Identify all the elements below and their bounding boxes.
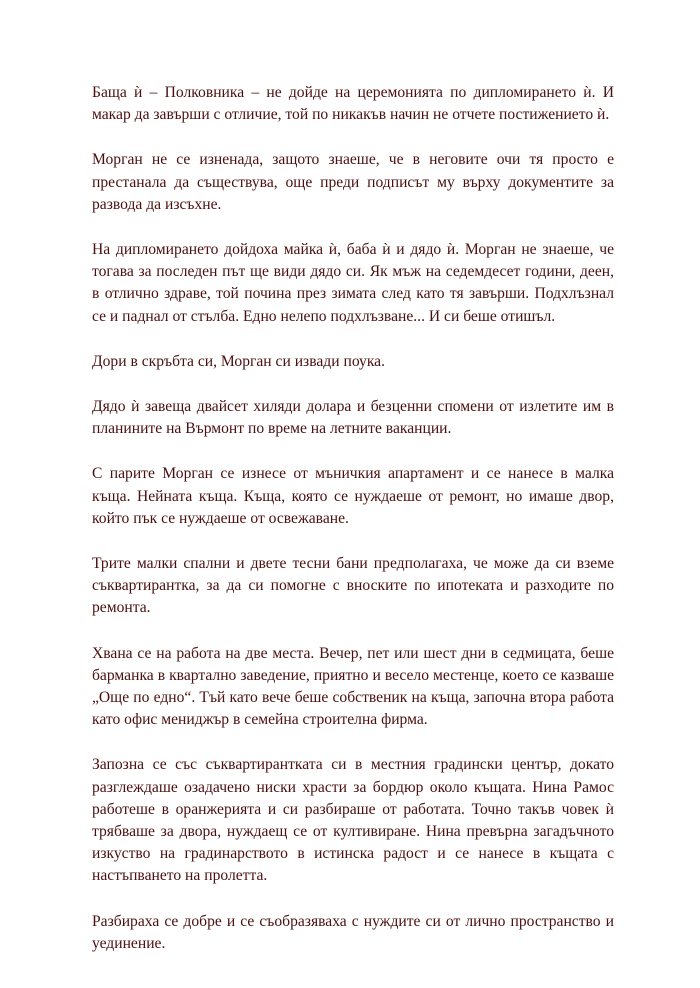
paragraph: Разбираха се добре и се съобразяваха с нуждите си от лично пространство и уединение.	[92, 912, 614, 952]
paragraph: Дори в скръбта си, Морган си извади поука.	[92, 352, 385, 370]
paragraph: С парите Морган се изнесе от мъничкия апартамент и се нанесе в малка къща. Нейната къща. Къща, която се нуждаеше от ремонт, но имаше двор, който пък се нуждаеше от освежаване.	[92, 465, 614, 527]
paragraph: На дипломирането дойдоха майка ѝ, баба ѝ и дядо ѝ. Морган не знаеше, че тогава за последен път ще види дядо си. Як мъж на седемдесет години, деен, в отлично здраве, той почина през зимата след като тя завърши. Подхлъзнал се и паднал от стълба. Едно нелепо подхлъзване... И си беше отишъл.	[92, 241, 614, 325]
paragraph: Морган не се изненада, защото знаеше, че в неговите очи тя просто е престанала да съществува, още преди подписът му върху документите за развода да изсъхне.	[92, 151, 614, 213]
paragraph: Запозна се със съквартирантката си в местния градински център, докато разглеждаше озадачено ниски храсти за бордюр около къщата. Нина Рамос работеше в оранжерията и си разбираше от работата. Точно такъв човек ѝ трябваше за двора, нуждаещ се от култивиране. Нина превърна загадъчното изкуство на градинарството в истинска радост и се нанесе в къщата с настъпването на пролетта.	[92, 756, 614, 885]
paragraph: Трите малки спални и двете тесни бани предполагаха, че може да си вземе съквартирантка, за да си помогне с вноските по ипотеката и разходите по ремонта.	[92, 555, 614, 617]
paragraph: Дядо ѝ завеща двайсет хиляди долара и безценни спомени от излетите им в планините на Върмонт по време на летните ваканции.	[92, 398, 614, 438]
document-page	[92, 82, 614, 978]
paragraph: Хвана се на работа на две места. Вечер, пет или шест дни в седмицата, беше барманка в квартално заведение, приятно и весело местенце, което се казваше „Още по едно“. Тъй като вече беше собственик на къща, започна втора работа като офис мениджър в семейна строителна фирма.	[92, 644, 614, 729]
paragraph: Баща ѝ – Полковника – не дойде на церемонията по дипломирането ѝ. И макар да завърши с отличие, той по никакъв начин не отчете постижението ѝ.	[92, 84, 614, 124]
